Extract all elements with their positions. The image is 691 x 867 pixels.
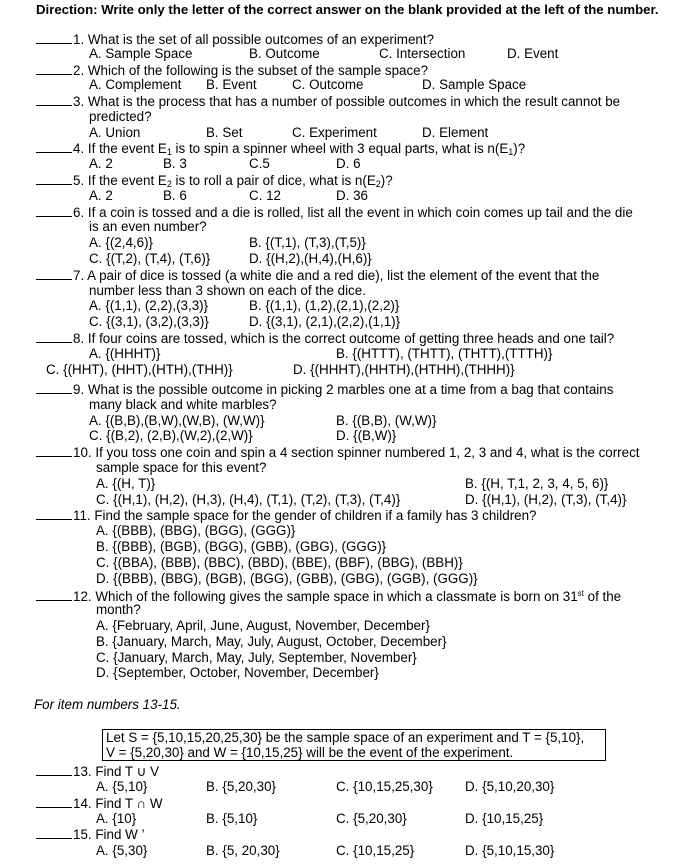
question-text-continued: sample space for this event?: [96, 460, 267, 475]
question-number: 8.: [73, 331, 85, 346]
choice-d: D. Event: [507, 46, 559, 61]
question-text: Which of the following gives the sample space in which a classmate is born on 31: [95, 589, 578, 604]
answer-blank-5[interactable]: [36, 172, 72, 185]
question-text: of the: [583, 589, 622, 604]
choice-c: C. {10,15,25,30}: [336, 779, 433, 794]
choice-b: B. {(H, T,1, 2, 3, 4, 5, 6)}: [465, 476, 609, 491]
choice-d: D. {5,10,20,30}: [465, 779, 555, 794]
choice-a: A. {(BBB), (BBG), (BGG), (GGG)}: [96, 523, 296, 538]
answer-blank-7[interactable]: [36, 267, 72, 280]
question-9: [36, 381, 613, 398]
choice-d: D. {(H,2),(H,4),(H,6)}: [249, 251, 372, 266]
question-13: [36, 763, 159, 780]
choice-c: C. Experiment: [292, 125, 377, 140]
choice-b: B. {(T,1), (T,3),(T,5)}: [249, 235, 366, 250]
choice-a: A. {5,10}: [96, 779, 148, 794]
choice-c: C. {5,20,30}: [336, 811, 407, 826]
question-text: Which of the following is the subset of the sample space?: [87, 63, 429, 78]
answer-blank-8[interactable]: [36, 330, 72, 343]
choice-b: B. {(BBB), (BGB), (BGG), (GBB), (GBG), (GGG)}: [96, 539, 387, 554]
choice-c: C. 12: [249, 188, 282, 203]
question-number: 13.: [73, 764, 92, 779]
choice-b: B. Set: [206, 125, 243, 140]
section-note: For item numbers 13-15.: [34, 697, 181, 712]
choice-d: D. 36: [336, 188, 369, 203]
choice-a: A. {(2,4,6)}: [89, 235, 154, 250]
question-8: [36, 330, 614, 347]
question-text: )?: [513, 141, 526, 156]
choice-b: B. Event: [206, 77, 257, 92]
answer-blank-1[interactable]: [36, 31, 72, 44]
question-text: If you toss one coin and spin a 4 section spinner numbered 1, 2, 3 and 4, what is the correct: [95, 445, 640, 460]
choice-c: C. {(T,2), (T,4), (T,6)}: [89, 251, 211, 266]
choice-a: A. {February, April, June, August, November, December}: [96, 618, 430, 633]
answer-blank-14[interactable]: [36, 795, 72, 808]
question-number: 10.: [73, 445, 92, 460]
question-number: 5.: [73, 173, 85, 188]
question-text: is to spin a spinner wheel with 3 equal parts, what is n(E: [171, 141, 509, 156]
question-3: [36, 93, 620, 110]
question-14: [36, 795, 163, 812]
choice-c: C. Outcome: [292, 77, 364, 92]
choice-a: A. {(HHHT)}: [89, 346, 161, 361]
choice-a: A. {10}: [96, 811, 137, 826]
choice-b: B. {5, 20,30}: [206, 843, 280, 858]
choice-b: B. {(HTTT), (THTT), (THTT),(TTTH)}: [336, 346, 553, 361]
subscript: 1: [166, 147, 172, 157]
choice-c: C.5: [249, 156, 270, 171]
choice-c: C. {January, March, May, July, September, November}: [96, 650, 417, 665]
question-text: Find T ∪ V: [95, 764, 159, 779]
question-text: If four coins are tossed, which is the correct outcome of getting three heads and one tail?: [87, 331, 615, 346]
question-11: [36, 507, 537, 524]
question-text: A pair of dice is tossed (a white die and a red die), list the element of the event that the: [87, 268, 600, 283]
question-text-continued: is an even number?: [89, 219, 207, 234]
question-number: 14.: [73, 796, 92, 811]
choice-a: A. Complement: [89, 77, 182, 92]
choice-d: D. {(BBB), (BBG), (BGB), (BGG), (GBB), (GBG), (GGB), (GGG)}: [96, 571, 478, 586]
subscript: 2: [166, 179, 172, 189]
question-text: If a coin is tossed and a die is rolled, list all the event in which coin comes up tail and the die: [87, 205, 633, 220]
choice-a: A. 2: [89, 156, 113, 171]
question-text: is to roll a pair of dice, what is n(E: [171, 173, 376, 188]
choice-b: B. {5,20,30}: [206, 779, 276, 794]
question-7: [36, 267, 599, 284]
question-number: 15.: [73, 827, 92, 842]
question-number: 2.: [73, 63, 85, 78]
choice-a: A. {(H, T)}: [96, 476, 156, 491]
question-10: [36, 444, 640, 461]
choice-d: D. {5,10,15,30}: [465, 843, 555, 858]
choice-b: B. Outcome: [249, 46, 320, 61]
choice-d: D. Element: [422, 125, 489, 140]
question-text-continued: predicted?: [89, 109, 152, 124]
choice-c: C. {(B,2), (2,B),(W,2),(2,W)}: [89, 428, 253, 443]
question-number: 11.: [73, 508, 91, 523]
question-text: Find W ’: [95, 827, 145, 842]
choice-d: D. {(B,W)}: [336, 428, 397, 443]
info-box-line-2: V = {5,20,30} and W = {10,15,25} will be the event of the experiment.: [106, 745, 514, 760]
question-text-continued: many black and white marbles?: [89, 397, 277, 412]
question-number: 4.: [73, 141, 85, 156]
question-text: If the event E: [87, 141, 167, 156]
question-text: Find T ∩ W: [95, 796, 163, 811]
choice-d: D. {10,15,25}: [465, 811, 544, 826]
direction-text: Direction: Write only the letter of the correct answer on the blank provided at the left of the number.: [36, 2, 659, 17]
answer-blank-9[interactable]: [36, 381, 72, 394]
question-text: What is the set of all possible outcomes of an experiment?: [87, 32, 435, 47]
question-number: 9.: [73, 382, 85, 397]
choice-a: A. {5,30}: [96, 843, 148, 858]
choice-a: A. Sample Space: [89, 46, 193, 61]
answer-blank-12[interactable]: [36, 588, 72, 601]
choice-c: C. {(BBA), (BBB), (BBC), (BBD), (BBE), (BBF), (BBG), (BBH)}: [96, 555, 463, 570]
question-number: 1.: [73, 32, 85, 47]
question-text-continued: month?: [96, 602, 141, 617]
choice-b: B. {5,10}: [206, 811, 258, 826]
question-text: If the event E: [87, 173, 167, 188]
choice-a: A. {(B,B),(B,W),(W,B), (W,W)}: [89, 413, 265, 428]
choice-b: B. 6: [163, 188, 187, 203]
info-box: [102, 729, 606, 761]
answer-blank-3[interactable]: [36, 93, 72, 106]
choice-d: D. Sample Space: [422, 77, 527, 92]
choice-a: A. 2: [89, 188, 113, 203]
question-text: What is the possible outcome in picking 2 marbles one at a time from a bag that contains: [87, 382, 614, 397]
answer-blank-15[interactable]: [36, 826, 72, 839]
choice-b: B. {(B,B), (W,W)}: [336, 413, 437, 428]
choice-d: D. {(H,1), (H,2), (T,3), (T,4)}: [465, 492, 627, 507]
answer-blank-6[interactable]: [36, 204, 72, 217]
choice-b: B. 3: [163, 156, 187, 171]
question-text-continued: number less than 3 shown on each of the dice.: [89, 283, 366, 298]
subscript: 1: [508, 147, 514, 157]
choice-d: D. {(3,1), (2,1),(2,2),(1,1)}: [249, 314, 401, 329]
choice-b: B. {(1,1), (1,2),(2,1),(2,2)}: [249, 298, 400, 313]
choice-c: C. Intersection: [379, 46, 466, 61]
subscript: 2: [375, 179, 381, 189]
answer-blank-2[interactable]: [36, 62, 72, 75]
choice-d: D. 6: [336, 156, 361, 171]
choice-c: C. {(H,1), (H,2), (H,3), (H,4), (T,1), (T,2), (T,3), (T,4)}: [96, 492, 401, 507]
choice-c: C. {(3,1), (3,2),(3,3)}: [89, 314, 209, 329]
question-text: Find the sample space for the gender of children if a family has 3 children?: [94, 508, 537, 523]
choice-c: C. {(HHT), (HHT),(HTH),(THH)}: [46, 362, 233, 377]
superscript: st: [577, 589, 584, 598]
choice-a: A. Union: [89, 125, 141, 140]
info-box-line-1: Let S = {5,10,15,20,25,30} be the sample space of an experiment and T = {5,10},: [106, 730, 585, 745]
question-text: What is the process that has a number of possible outcomes in which the result cannot be: [87, 94, 621, 109]
question-number: 3.: [73, 94, 85, 109]
choice-b: B. {January, March, May, July, August, October, December}: [96, 634, 447, 649]
answer-blank-11[interactable]: [36, 507, 72, 520]
question-number: 12.: [73, 589, 92, 604]
choice-a: A. {(1,1), (2,2),(3,3)}: [89, 298, 209, 313]
question-number: 7.: [73, 268, 85, 283]
question-number: 6.: [73, 205, 85, 220]
choice-d: D. {(HHHT),(HHTH),(HTHH),(THHH)}: [293, 362, 515, 377]
choice-d: D. {September, October, November, December}: [96, 665, 379, 680]
question-15: [36, 826, 144, 843]
choice-c: C. {10,15,25}: [336, 843, 415, 858]
answer-blank-13[interactable]: [36, 763, 72, 776]
answer-blank-4[interactable]: [36, 140, 72, 153]
question-text: )?: [380, 173, 393, 188]
answer-blank-10[interactable]: [36, 444, 72, 457]
